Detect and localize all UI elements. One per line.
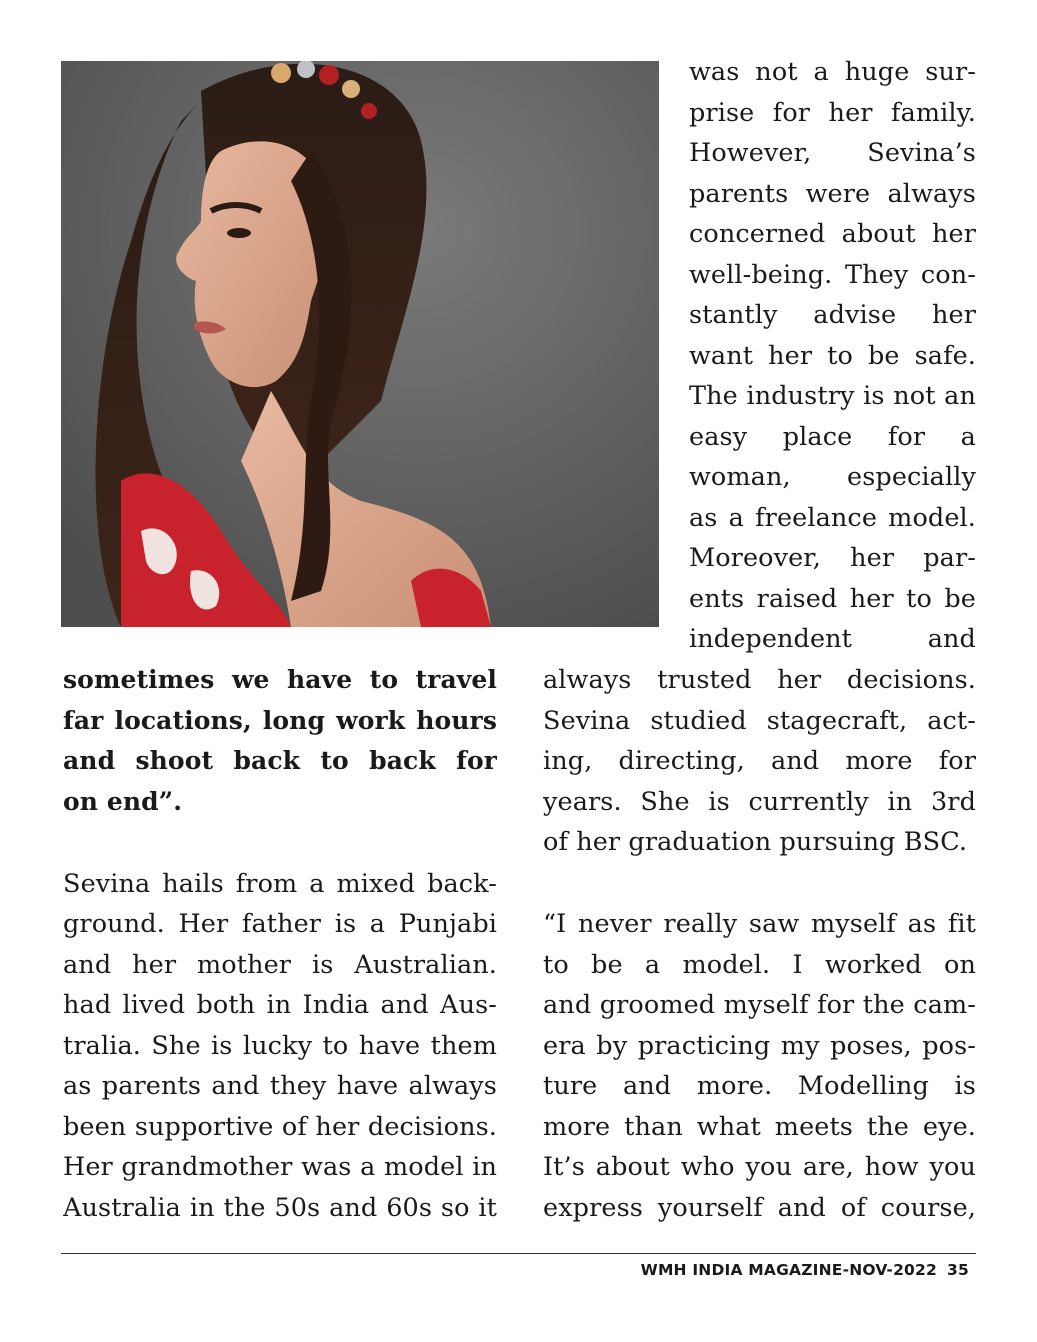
text-line: independent and <box>689 624 976 654</box>
quote-line: sometimes we have to travel <box>63 665 497 694</box>
text-line: parents were always <box>689 179 976 209</box>
text-line: concerned about her <box>689 219 976 249</box>
text-line: been supportive of her decisions. <box>63 1112 497 1142</box>
text-line: want her to be safe. <box>689 341 976 371</box>
text-line: ture and more. Modelling is <box>543 1071 976 1101</box>
text-line: well-being. They con- <box>689 260 976 290</box>
text-line: years. She is currently in 3rd <box>543 787 976 817</box>
portrait-photo <box>61 61 659 627</box>
text-line: as a freelance model. <box>689 503 976 533</box>
text-line: always trusted her decisions. <box>543 665 976 695</box>
quote-line: and shoot back to back for <box>63 746 497 775</box>
text-line: However, Sevina’s <box>689 138 976 168</box>
text-line: ents raised her to be <box>689 584 976 614</box>
page-number: 35 <box>947 1261 969 1279</box>
quote-line: on end”. <box>63 787 183 816</box>
page-footer <box>641 1258 969 1282</box>
text-line: of her graduation pursuing BSC. <box>543 827 968 857</box>
footer-rule <box>61 1253 976 1254</box>
text-line: Sevina hails from a mixed back- <box>63 869 497 899</box>
text-line: and her mother is Australian. <box>63 950 497 980</box>
text-line: Australia in the 50s and 60s so it <box>63 1193 497 1223</box>
text-line: easy place for a <box>689 422 976 452</box>
text-line: “I never really saw myself as fit <box>543 909 976 939</box>
text-line: was not a huge sur- <box>689 57 976 87</box>
text-line: ing, directing, and more for <box>543 746 976 776</box>
text-line: woman, especially <box>689 462 976 492</box>
text-line: express yourself and of course, <box>543 1193 976 1223</box>
quote-line: far locations, long work hours <box>63 706 497 735</box>
text-line: as parents and they have always <box>63 1071 497 1101</box>
text-line: ground. Her father is a Punjabi <box>63 909 497 939</box>
text-line: tralia. She is lucky to have them <box>63 1031 497 1061</box>
text-line: Moreover, her par- <box>689 543 976 573</box>
text-line: more than what meets the eye. <box>543 1112 976 1142</box>
text-line: It’s about who you are, how you <box>543 1152 976 1182</box>
text-line: prise for her family. <box>689 98 976 128</box>
text-line: The industry is not an <box>689 381 976 411</box>
text-line: Her grandmother was a model in <box>63 1152 497 1182</box>
text-line: and groomed myself for the cam- <box>543 990 976 1020</box>
text-line: era by practicing my poses, pos- <box>543 1031 976 1061</box>
text-line: stantly advise her <box>689 300 976 330</box>
magazine-name: WMH INDIA MAGAZINE-NOV-2022 <box>640 1261 938 1279</box>
text-line: Sevina studied stagecraft, act- <box>543 706 976 736</box>
text-line: to be a model. I worked on <box>543 950 976 980</box>
text-line: had lived both in India and Aus- <box>63 990 497 1020</box>
